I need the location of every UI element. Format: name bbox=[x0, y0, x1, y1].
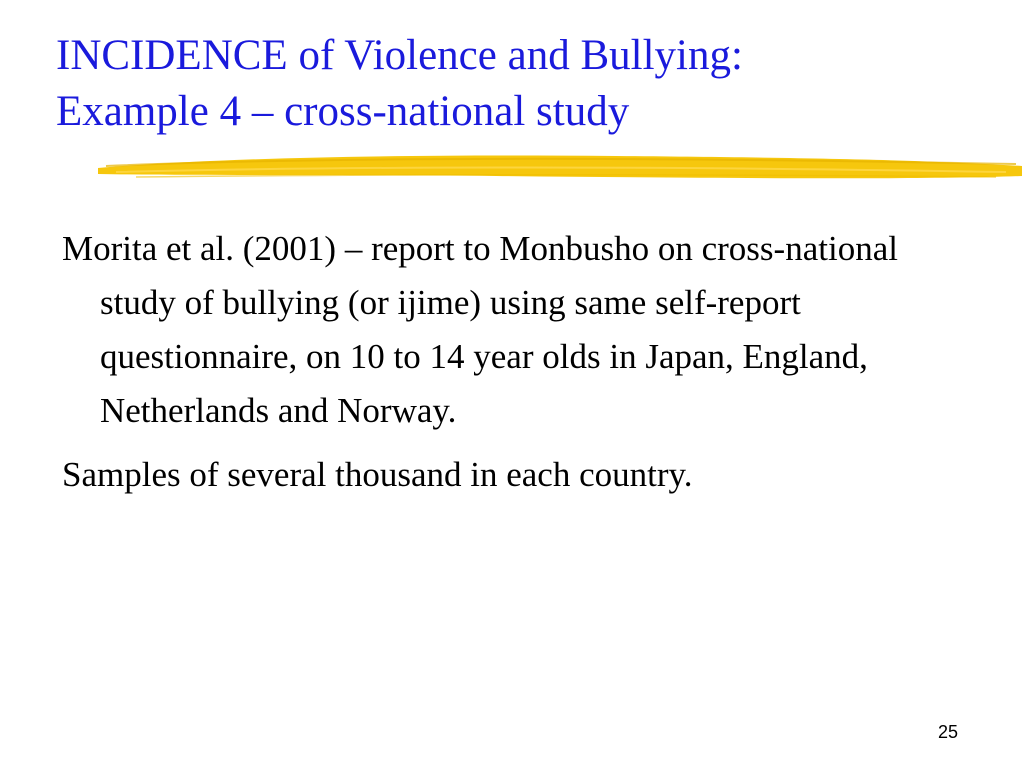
body-paragraph-1: Morita et al. (2001) – report to Monbusho on cross-national study of bullying (or ijime) using same self-report questionnaire, on 10 to 14 year olds in Japan, England, Netherlands and Norway. bbox=[62, 229, 898, 430]
title-line-1: INCIDENCE of Violence and Bullying: bbox=[56, 32, 743, 79]
title-line-2: Example 4 – cross-national study bbox=[56, 88, 630, 135]
slide-body bbox=[62, 222, 962, 512]
page-number: 25 bbox=[937, 722, 958, 742]
body-paragraph-2: Samples of several thousand in each country. bbox=[62, 455, 693, 494]
title-underline-brushstroke bbox=[96, 146, 1024, 188]
slide-title bbox=[56, 28, 996, 140]
